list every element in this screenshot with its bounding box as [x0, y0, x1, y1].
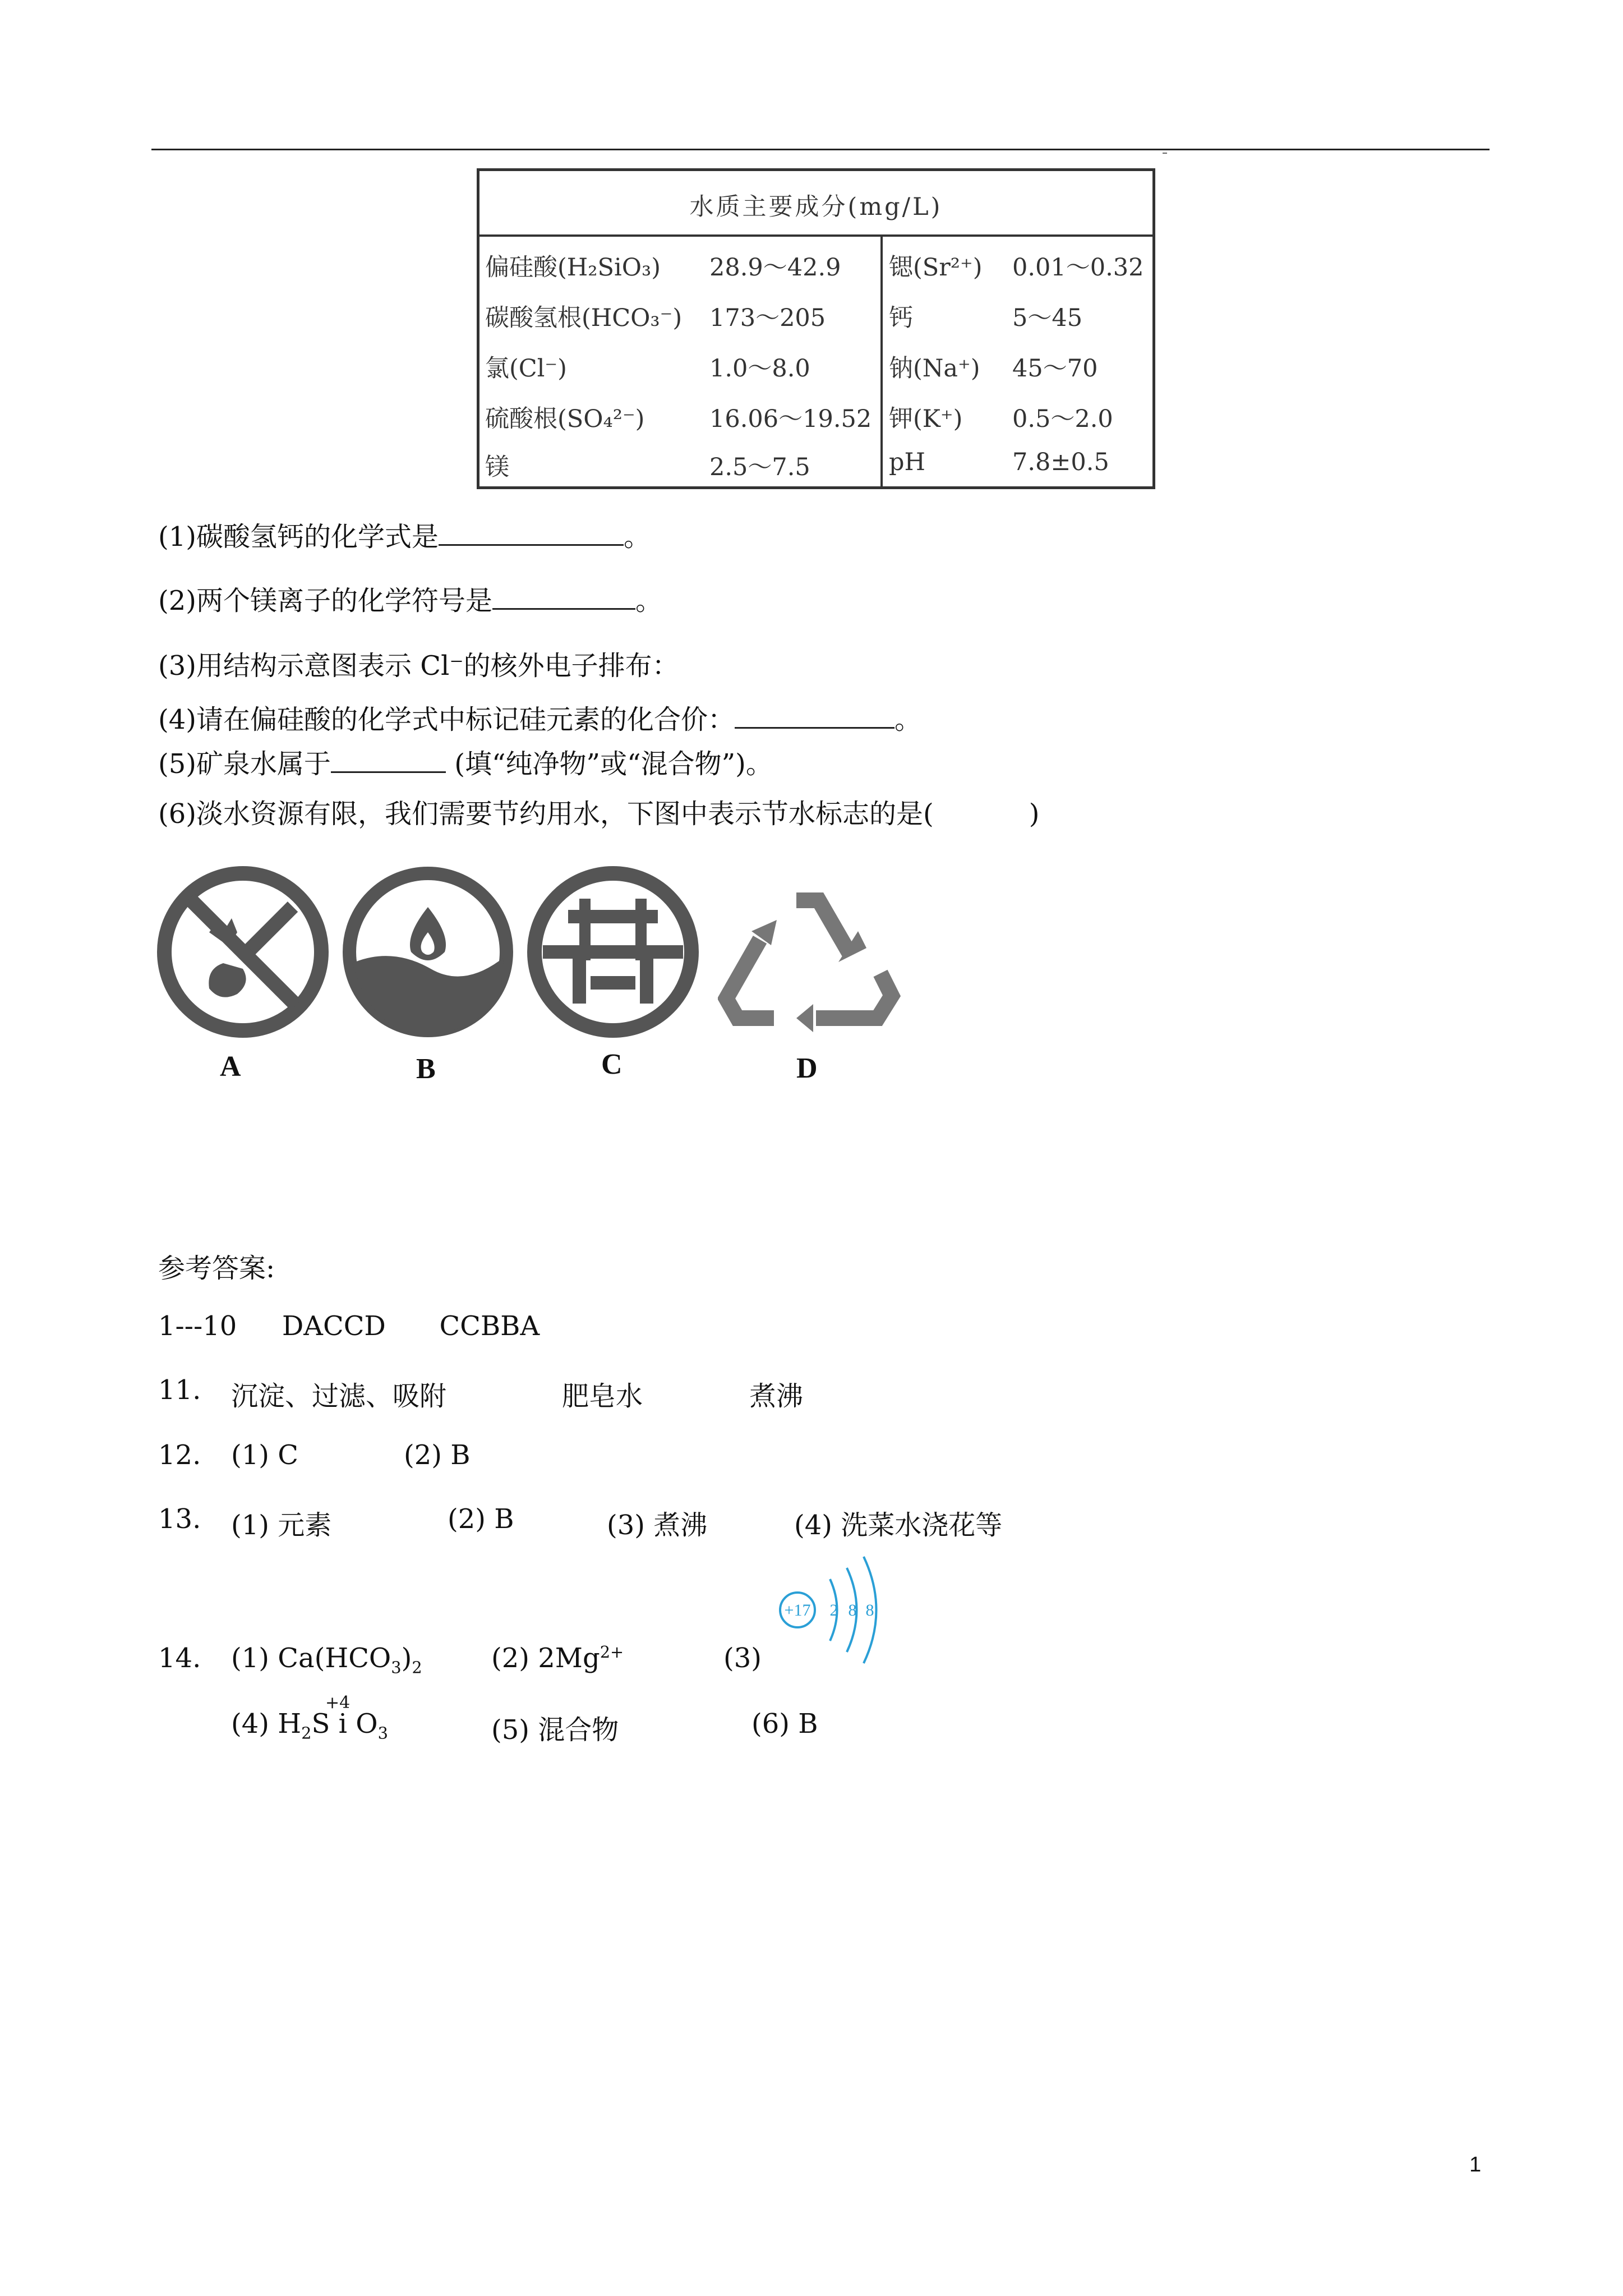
answer-13a: (1) 元素: [231, 1510, 332, 1541]
answer-14c: (3): [723, 1642, 762, 1674]
answer-blank[interactable]: [331, 747, 446, 773]
answer-group: DACCD: [282, 1310, 386, 1342]
formula-text: 2Mg: [538, 1642, 600, 1674]
formula-text: H: [278, 1708, 302, 1740]
sign-label-c: C: [601, 1048, 623, 1080]
answer-14b: [491, 1642, 624, 1674]
formula-text: ): [401, 1642, 412, 1674]
component-value: 45～70: [1012, 355, 1098, 383]
component-value: 28.9～42.9: [709, 254, 841, 282]
answer-line-12: 12.: [158, 1439, 201, 1471]
component-value: 2.5～7.5: [709, 453, 810, 481]
no-smoking-sign-icon[interactable]: [156, 865, 330, 1039]
question-text: (5)矿泉水属于: [158, 748, 331, 780]
question-text: (1)碳酸氢钙的化学式是: [158, 521, 439, 553]
question-end: 。: [895, 704, 922, 735]
question-text: (6)淡水资源有限，我们需要节约用水，下图中表示节水标志的是(: [158, 798, 934, 830]
question-end: ): [1029, 798, 1040, 830]
component-name: 钙: [889, 304, 913, 332]
answer-line-14: 14.: [158, 1642, 201, 1674]
answer-line-1-10: [158, 1310, 540, 1342]
component-value: 1.0～8.0: [709, 355, 810, 383]
answer-11b: 肥皂水: [562, 1381, 643, 1412]
table-divider: [479, 234, 1152, 237]
question-2: [158, 579, 662, 618]
formula-text: S i O: [311, 1708, 378, 1740]
component-name: 钠(Na⁺): [889, 355, 980, 383]
answer-number: 11.: [158, 1374, 201, 1406]
question-4: [158, 698, 921, 737]
answers-heading: 参考答案:: [158, 1253, 275, 1284]
question-end: (填“纯净物”或“混合物”)。: [446, 748, 773, 780]
answer-blank[interactable]: [735, 703, 895, 729]
answer-group: CCBBA: [439, 1310, 540, 1342]
formula-superscript: 2+: [600, 1642, 624, 1662]
sign-label-b: B: [416, 1053, 436, 1085]
answer-14a: [231, 1642, 422, 1677]
table-row: [479, 349, 1152, 400]
answer-12a: (1) C: [231, 1439, 298, 1471]
component-name: 钾(K⁺): [889, 405, 963, 433]
formula-subscript: 2: [301, 1723, 312, 1743]
water-saving-sign-icon[interactable]: [341, 865, 515, 1039]
formula-subscript: 2: [412, 1658, 422, 1677]
answer-blank[interactable]: [492, 584, 635, 610]
question-1: [158, 515, 651, 554]
energy-saving-sign-icon[interactable]: [526, 865, 700, 1039]
table-row: [479, 249, 1152, 299]
sign-label-d: D: [796, 1052, 818, 1084]
answer-12b: (2) B: [404, 1439, 471, 1471]
answer-label: (1): [231, 1642, 269, 1674]
formula-subscript: 3: [377, 1723, 388, 1743]
header-mark: [1163, 153, 1167, 154]
chlorine-ion-structure-icon: [771, 1551, 895, 1669]
question-text: (2)两个镁离子的化学符号是: [158, 585, 492, 616]
answer-13b: (2) B: [448, 1503, 514, 1535]
answer-14e: (5) 混合物: [491, 1714, 619, 1746]
answer-13d: (4) 洗菜水浇花等: [794, 1510, 1003, 1541]
component-name: 偏硅酸(H₂SiO₃): [485, 254, 661, 282]
component-value: 0.01～0.32: [1012, 254, 1144, 282]
answer-label: (2): [491, 1642, 529, 1674]
answer-line-13: 13.: [158, 1503, 201, 1535]
answer-11a: 沉淀、过滤、吸附: [231, 1381, 447, 1412]
answer-line-11: [158, 1374, 201, 1406]
water-composition-table: [477, 168, 1155, 489]
formula-text: Ca(HCO: [278, 1642, 391, 1674]
question-end: 。: [635, 585, 663, 616]
answer-blank[interactable]: [439, 520, 624, 546]
formula-subscript: 3: [391, 1658, 402, 1677]
answer-14f: (6) B: [751, 1708, 818, 1740]
question-6: [158, 792, 1039, 831]
component-name: 氯(Cl⁻): [485, 355, 567, 383]
recycling-sign-icon[interactable]: [718, 867, 903, 1035]
component-name: 锶(Sr²⁺): [889, 254, 983, 282]
table-row: [479, 448, 1152, 499]
answer-label: (4): [231, 1708, 269, 1740]
header-rule: [151, 149, 1490, 150]
component-value: 5～45: [1012, 304, 1083, 332]
table-row: [479, 299, 1152, 349]
shell-1-electrons: 2: [829, 1601, 838, 1619]
table-title: 水质主要成分(mg/L): [689, 193, 943, 221]
answer-13c: (3) 煮沸: [607, 1510, 708, 1541]
component-name: 镁: [485, 453, 509, 481]
shell-2-electrons: 8: [848, 1601, 857, 1619]
question-5: [158, 742, 773, 781]
answer-range: 1---10: [158, 1310, 237, 1342]
nucleus-charge: +17: [784, 1601, 811, 1619]
shell-3-electrons: 8: [865, 1601, 874, 1619]
table-row: [479, 400, 1152, 450]
question-end: 。: [624, 521, 651, 553]
component-value: 173～205: [709, 304, 826, 332]
component-value: 16.06～19.52: [709, 405, 872, 433]
component-name: 硫酸根(SO₄²⁻): [485, 405, 645, 433]
question-text: (4)请在偏硅酸的化学式中标记硅元素的化合价：: [158, 704, 735, 735]
answer-11c: 煮沸: [749, 1381, 804, 1412]
silicon-valence: +4: [325, 1693, 351, 1713]
component-value: 7.8±0.5: [1012, 448, 1109, 476]
component-name: 碳酸氢根(HCO₃⁻): [485, 304, 683, 332]
sign-label-a: A: [220, 1051, 241, 1083]
answer-14d: [231, 1708, 388, 1743]
question-3: (3)用结构示意图表示 Cl⁻的核外电子排布：: [158, 650, 679, 682]
page-number: 1: [1469, 2153, 1482, 2177]
component-value: 0.5～2.0: [1012, 405, 1113, 433]
component-name: pH: [889, 448, 926, 476]
